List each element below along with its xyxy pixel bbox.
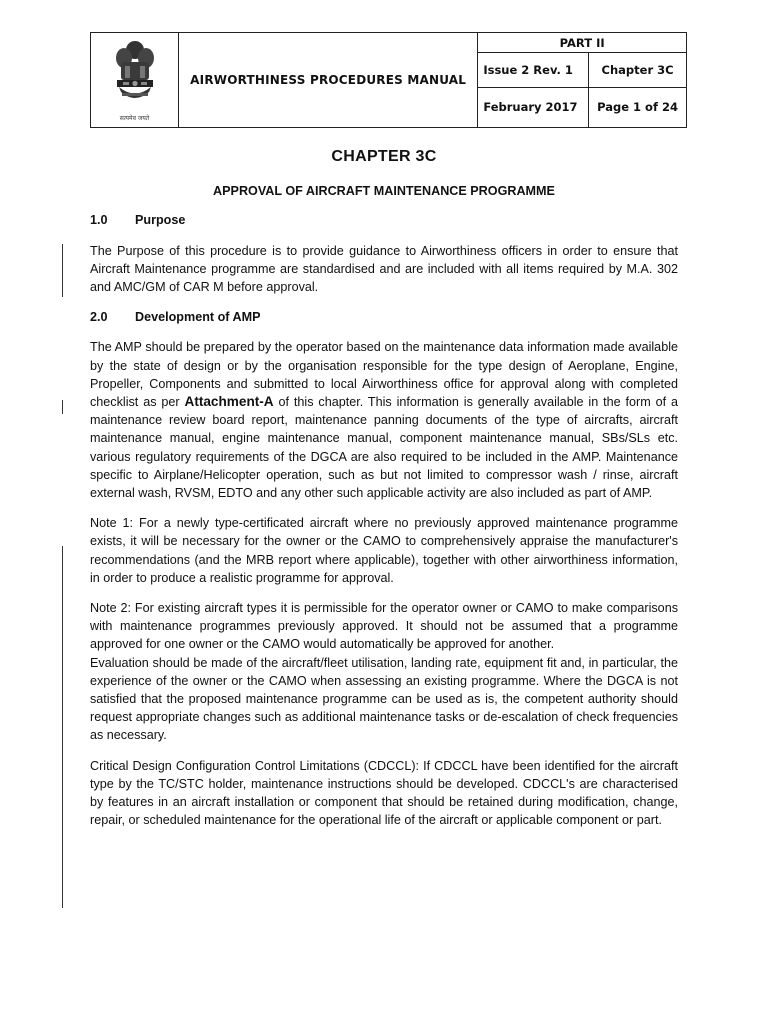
manual-title: AIRWORTHINESS PROCEDURES MANUAL — [179, 33, 478, 128]
revision-bar — [62, 400, 63, 414]
section-2-number: 2.0 — [90, 310, 108, 325]
note-1-paragraph: Note 1: For a newly type-certificated aircraft where no previously approved maintenance programme exists, it will be necessary for the owner or the CAMO to comprehensively appraise the manufacturer's recommendations (and the MRB report where applicable), together with other airworthiness information, in order to produce a realistic programme for approval. — [90, 516, 678, 585]
section-2-heading — [90, 308, 678, 326]
section-1-heading — [90, 211, 678, 229]
amp-text-start: The AMP should be prepared by the operator based on the maintenance data information made available by the state of design or by the organisation responsible for the type design of Aeroplane, Engine, Propeller, Components and submitted to local Airworthiness office for approval along with completed checklist as per — [90, 340, 678, 410]
page-number: Page 1 of 24 — [589, 87, 687, 127]
purpose-paragraph: The Purpose of this procedure is to provide guidance to Airworthiness officers in order to ensure that Aircraft Maintenance programme are standardised and are included with all items required by M.A. 302 and AMC/GM of CAR M before approval. — [90, 243, 678, 295]
chapter-label: Chapter 3C — [589, 53, 687, 87]
section-1-number: 1.0 — [90, 213, 108, 228]
chapter-title: CHAPTER 3C — [331, 148, 437, 165]
section-1-title: Purpose — [135, 213, 186, 228]
part-label: PART II — [478, 33, 687, 53]
emblem-motto: सत्यमेव जयते — [119, 115, 150, 122]
document-header — [90, 32, 687, 128]
section-2-title: Development of AMP — [135, 310, 261, 325]
evaluation-paragraph: Evaluation should be made of the aircraft/fleet utilisation, landing rate, equipment fit and, in particular, the experience of the owner or the CAMO when assessing an existing programme. Where the DGCA is not satisfied that the proposed maintenance programme can be used as is, the competent authority should request appropriate changes such as additional maintenance tasks or de-escalation of check frequencies as necessary. — [90, 655, 678, 743]
cdccl-paragraph: Critical Design Configuration Control Limitations (CDCCL): If CDCCL have been identified for the aircraft type by the TC/STC holder, maintenance instructions should be developed. CDCCL's are characterised by features in an aircraft installation or component that should be retained during modification, change, repair, or scheduled maintenance for the operational life of the aircraft or applicable component or part. — [90, 758, 678, 828]
chapter-subtitle: APPROVAL OF AIRCRAFT MAINTENANCE PROGRAMME — [213, 184, 555, 199]
revision-bar — [62, 546, 63, 908]
date-label: February 2017 — [478, 87, 589, 127]
note-2-paragraph: Note 2: For existing aircraft types it is permissible for the operator owner or CAMO to make comparisons with maintenance programmes previously approved. It should not be assumed that a programme approved for one owner or the CAMO would automatically be approved for another. — [90, 601, 678, 652]
issue-label: Issue 2 Rev. 1 — [478, 53, 589, 87]
amp-text-end: of this chapter. This information is generally available in the form of a maintenance review board report, maintenance panning documents of the type of aircrafts, aircraft maintenance manual, engine maintenance manual, component maintenance manual, SBs/SLs etc. various regulatory requirements of the DGCA are also required to be included in the AMP. Maintenance specific to Airplane/Helicopter operation, such as but not limited to compressor wash / rinse, aircraft external wash, RVSM, EDTO and any other such applicable activity are also included as part of AMP. — [90, 395, 678, 501]
amp-paragraph — [90, 338, 678, 502]
document-body — [90, 138, 678, 842]
logo-cell — [91, 33, 179, 128]
attachment-a-reference: Attachment-A — [184, 394, 274, 410]
revision-bar — [62, 244, 63, 297]
national-emblem-icon — [111, 38, 159, 108]
